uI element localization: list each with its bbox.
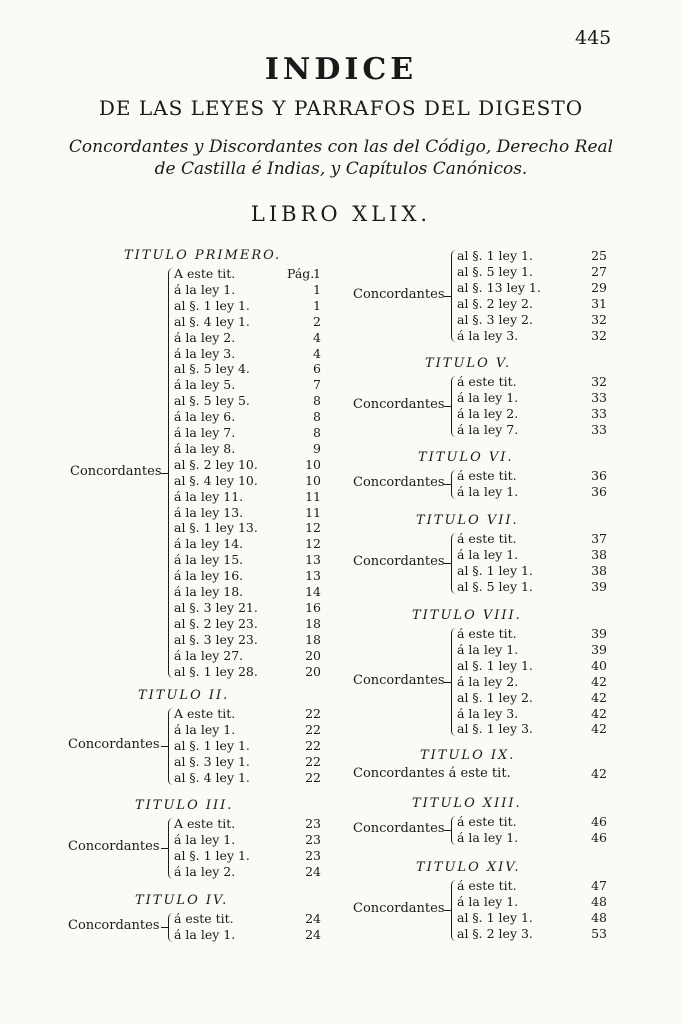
entry-page: 25 [591, 248, 607, 263]
entry-text: á la ley 2. [174, 863, 236, 879]
entry-text: á la ley 16. [174, 568, 244, 584]
entry-page: 38 [591, 546, 607, 562]
entry-text: al §. 5 ley 1. [457, 578, 533, 594]
entry-page: 8 [313, 409, 321, 425]
pag-header: Pág. [287, 266, 315, 281]
entry-text: á la ley 5. [174, 377, 236, 393]
entry-page: 39 [591, 641, 607, 657]
entry-text: al §. 1 ley 2. [457, 689, 533, 705]
entry-text: á este tit. [457, 814, 517, 829]
entry-text: á este tit. [174, 911, 234, 926]
entry-page: 1 [313, 297, 321, 313]
entry-page: 8 [313, 425, 321, 440]
entry-page: 22 [305, 753, 321, 769]
entry-text: á la ley 2. [457, 405, 519, 421]
entry-text: á la ley 8. [174, 440, 236, 456]
entry-page: 39 [591, 578, 607, 594]
book-heading: LIBRO XLIX. [250, 202, 432, 226]
entry-page: 24 [305, 926, 321, 942]
entry-text: al §. 1 ley 1. [174, 737, 250, 753]
subtitle-italic [0, 136, 682, 180]
section-title: TITULO IV. [135, 893, 229, 908]
entry-page: 14 [305, 584, 321, 599]
section-title: TITULO VII. [416, 513, 519, 528]
brace-icon [168, 818, 173, 879]
entry-text: al §. 1 ley 1. [174, 847, 250, 863]
entry-text: A este tit. [174, 266, 236, 281]
section-title: TITULO PRIMERO. [124, 248, 282, 263]
concordantes-label: Concordantes [68, 838, 160, 854]
entry-page: 12 [305, 520, 321, 536]
entry-page: 36 [591, 483, 607, 499]
concordantes-label: Concordantes [353, 553, 445, 569]
entry-text: á la ley 1. [174, 281, 236, 297]
brace-icon [168, 708, 173, 785]
brace-icon [451, 628, 456, 736]
entry-page: 16 [305, 599, 321, 615]
entry-page: 46 [591, 829, 607, 845]
entry-page: 13 [305, 552, 321, 568]
entry-text: al §. 1 ley 1. [457, 909, 533, 925]
entry-page: 33 [591, 421, 607, 437]
section-title: TITULO VIII. [412, 608, 522, 623]
entry-text: á la ley 14. [174, 536, 244, 552]
entry-text: á la ley 3. [457, 327, 519, 343]
entry-page: 22 [305, 769, 321, 785]
entry-page: 47 [591, 878, 607, 893]
concordantes-label: Concordantes [353, 900, 445, 916]
entry-text: á la ley 1. [457, 829, 519, 845]
entry-text: A este tit. [174, 706, 236, 721]
entry-page: 46 [591, 814, 607, 829]
entry-text: al §. 1 ley 1. [457, 248, 533, 263]
brace-icon [451, 533, 456, 594]
entry-page: 29 [591, 279, 607, 295]
concordantes-label: Concordantes [353, 672, 445, 688]
brace-icon [451, 470, 456, 499]
entry-text: al §. 5 ley 5. [174, 393, 250, 409]
entry-text: al §. 4 ley 1. [174, 313, 250, 329]
entry-text: al §. 5 ley 4. [174, 361, 250, 377]
brace-icon [451, 816, 456, 845]
entry-page: 20 [305, 647, 321, 663]
brace-icon [451, 376, 456, 437]
section-title: TITULO XIV. [416, 860, 521, 875]
entry-page: 53 [591, 925, 607, 941]
entry-page: 39 [591, 626, 607, 641]
entry-text: á la ley 27. [174, 647, 244, 663]
section-title: TITULO XIII. [412, 796, 522, 811]
entry-text: á la ley 11. [174, 488, 244, 504]
brace-icon [451, 880, 456, 941]
entry-page: 6 [313, 361, 321, 377]
brace-icon [451, 250, 456, 342]
section-title: TITULO III. [135, 798, 234, 813]
entry-page: 48 [591, 909, 607, 925]
entry-text: á la ley 1. [457, 389, 519, 405]
entry-page: 48 [591, 893, 607, 909]
entry-page: 27 [591, 263, 607, 279]
entry-page: 33 [591, 405, 607, 421]
entry-text: al §. 1 ley 1. [457, 562, 533, 578]
section-title: TITULO VI. [418, 450, 514, 465]
entry-page: 32 [591, 374, 607, 389]
entry-text: á la ley 1. [457, 893, 519, 909]
entry-text: á la ley 3. [174, 345, 236, 361]
entry-page: 42 [591, 766, 607, 781]
entry-page: 22 [305, 737, 321, 753]
entry-text: á la ley 2. [457, 673, 519, 689]
entry-page: 23 [305, 831, 321, 847]
entry-page: 32 [591, 327, 607, 343]
entry-text: á la ley 1. [457, 546, 519, 562]
entry-text: á este tit. [457, 531, 517, 546]
entry-page: 31 [591, 295, 607, 311]
entry-text: á la ley 7. [174, 425, 236, 440]
entry-page: 33 [591, 389, 607, 405]
entry-page: 1 [313, 281, 321, 297]
entry-text: al §. 2 ley 3. [457, 925, 533, 941]
page-title: INDICE [264, 52, 418, 87]
entry-page: 18 [305, 631, 321, 647]
entry-text: á la ley 2. [174, 329, 236, 345]
entry-page: 22 [305, 721, 321, 737]
entry-page: 42 [591, 721, 607, 737]
entry-text: al §. 3 ley 21. [174, 599, 258, 615]
entry-text: A este tit. [174, 816, 236, 831]
concordantes-label: Concordantes [353, 286, 445, 302]
entry-text: al §. 1 ley 1. [174, 297, 250, 313]
entry-page: 23 [305, 847, 321, 863]
entry-text: al §. 1 ley 28. [174, 663, 258, 679]
entry-text: á la ley 1. [174, 926, 236, 942]
entry-text: al §. 5 ley 1. [457, 263, 533, 279]
entry-page: 9 [313, 440, 321, 456]
entry-page: 10 [305, 472, 321, 488]
entry-page: 23 [305, 816, 321, 831]
concordantes-label: Concordantes [70, 463, 162, 479]
entry-page: 36 [591, 468, 607, 483]
entry-page: 7 [313, 377, 321, 393]
entry-page: 37 [591, 531, 607, 546]
concordantes-label: Concordantes [353, 820, 445, 836]
entry-text: á la ley 1. [457, 641, 519, 657]
entry-text: á la ley 1. [174, 721, 236, 737]
concordantes-label: Concordantes [68, 917, 160, 933]
entry-text: al §. 13 ley 1. [457, 279, 541, 295]
subtitle: DE LAS LEYES Y PARRAFOS DEL DIGESTO [98, 96, 584, 120]
brace-icon [168, 913, 173, 942]
section-title: TITULO II. [138, 688, 230, 703]
entry-page: 22 [305, 706, 321, 721]
entry-text: á este tit. [457, 626, 517, 641]
entry-text: á la ley 7. [457, 421, 519, 437]
entry-text: á la ley 18. [174, 584, 244, 599]
subtitle-italic-line1: Concordantes y Discordantes con las del Código, Derecho Real [68, 137, 614, 157]
section-title: TITULO V. [425, 356, 512, 371]
entry-page: 20 [305, 663, 321, 679]
entry-page: 40 [591, 657, 607, 673]
entry-page: 1 [313, 266, 321, 281]
entry-text: á la ley 13. [174, 504, 244, 520]
section-title: TITULO IX. [420, 748, 516, 763]
entry-page: 24 [305, 911, 321, 926]
entry-text: al §. 3 ley 23. [174, 631, 258, 647]
entry-text: al §. 1 ley 3. [457, 721, 533, 737]
entry-page: 24 [305, 863, 321, 879]
entry-page: 12 [305, 536, 321, 552]
page-number: 445 [575, 27, 612, 49]
entry-page: 4 [313, 345, 321, 361]
entry-text: á este tit. [457, 374, 517, 389]
entry-text: al §. 2 ley 2. [457, 295, 533, 311]
entry-text: al §. 2 ley 10. [174, 456, 258, 472]
entry-page: 10 [305, 456, 321, 472]
entry-page: 42 [591, 673, 607, 689]
entry-text: al §. 3 ley 2. [457, 311, 533, 327]
entry-text: á la ley 3. [457, 705, 519, 721]
entry-page: 32 [591, 311, 607, 327]
entry-page: 11 [305, 504, 321, 520]
brace-icon [168, 268, 173, 678]
concordantes-label: Concordantes [353, 474, 445, 490]
entry-page: 4 [313, 329, 321, 345]
entry-text: á la ley 1. [174, 831, 236, 847]
entry-page: 42 [591, 689, 607, 705]
entry-page: 2 [313, 313, 321, 329]
entry-page: 18 [305, 615, 321, 631]
entry-text: al §. 2 ley 23. [174, 615, 258, 631]
entry-text: á la ley 6. [174, 409, 236, 425]
entry-text: á este tit. [457, 468, 517, 483]
entry-text: á la ley 15. [174, 552, 244, 568]
entry-text: al §. 4 ley 1. [174, 769, 250, 785]
entry-text: á este tit. [457, 878, 517, 893]
entry-text: al §. 4 ley 10. [174, 472, 258, 488]
inline-entry: Concordantes á este tit. [353, 766, 511, 781]
entry-page: 38 [591, 562, 607, 578]
entry-text: al §. 3 ley 1. [174, 753, 250, 769]
concordantes-label: Concordantes [353, 396, 445, 412]
entry-page: 13 [305, 568, 321, 584]
entry-text: al §. 1 ley 13. [174, 520, 258, 536]
entry-text: al §. 1 ley 1. [457, 657, 533, 673]
entry-page: 42 [591, 705, 607, 721]
concordantes-label: Concordantes [68, 736, 160, 752]
entry-text: á la ley 1. [457, 483, 519, 499]
entry-page: 11 [305, 488, 321, 504]
subtitle-italic-line2: de Castilla é Indias, y Capítulos Canónicos. [154, 159, 528, 179]
entry-page: 8 [313, 393, 321, 409]
